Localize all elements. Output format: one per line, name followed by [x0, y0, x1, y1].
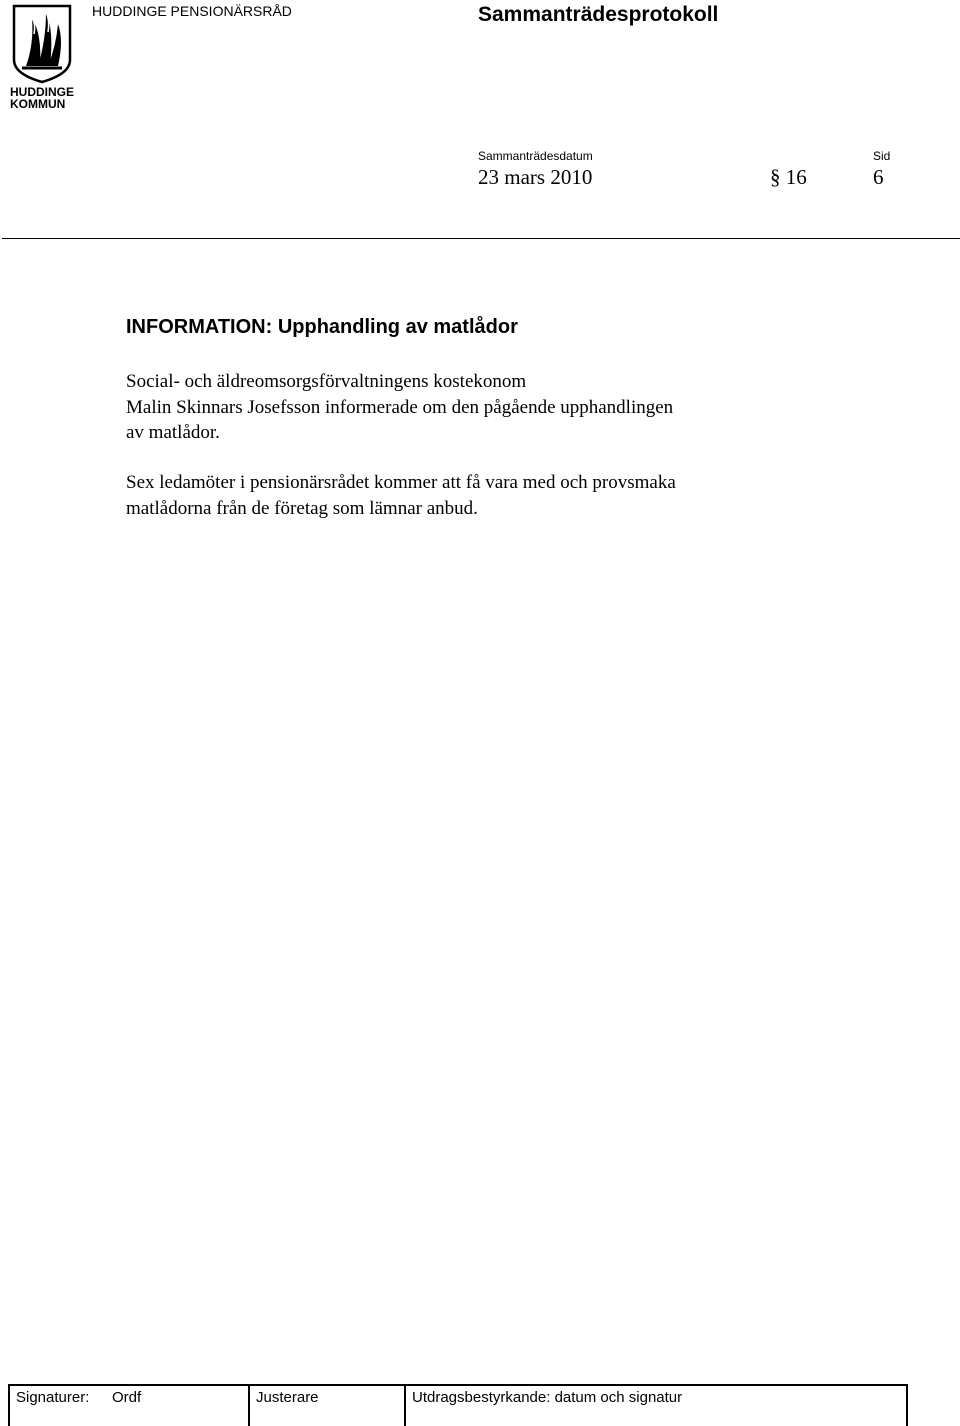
adjuster-label: Justerare: [256, 1389, 319, 1406]
body-paragraph: [126, 369, 673, 446]
document-type: Sammanträdesprotokoll: [478, 3, 719, 26]
certifier-label: Utdragsbestyrkande: datum och signatur: [412, 1389, 683, 1406]
logo-text: [10, 86, 82, 110]
coat-of-arms-icon: [12, 4, 72, 84]
paragraph-line: matlådorna från de företag som lämnar anbud.: [126, 497, 478, 519]
signature-cell-adjuster: [250, 1386, 406, 1426]
body-paragraph: [126, 470, 676, 521]
meeting-date-label: Sammanträdesdatum: [478, 149, 593, 163]
signatures-label: Signaturer:: [16, 1389, 90, 1406]
header-divider: [2, 238, 960, 239]
meeting-date: 23 mars 2010: [478, 165, 593, 189]
chair-label: Ordf: [112, 1389, 142, 1406]
huddinge-kommun-logo: [6, 4, 76, 111]
logo-text-line-1: HUDDINGE: [10, 85, 75, 99]
signature-cell-certifier: [406, 1386, 906, 1426]
signature-cell-chair: [10, 1386, 250, 1426]
page-number: 6: [873, 165, 884, 189]
paragraph-line: Social- och äldreomsorgsförvaltningens kostekonom: [126, 371, 527, 392]
logo-text-line-2: KOMMUN: [10, 97, 66, 111]
paragraph-line: Malin Skinnars Josefsson informerade om den pågående upphandlingen: [126, 396, 674, 418]
signature-table: [8, 1384, 908, 1426]
paragraph-line: Sex ledamöter i pensionärsrådet kommer att få vara med och provsmaka: [126, 472, 676, 493]
page-label: Sid: [873, 149, 891, 163]
section-heading: INFORMATION: Upphandling av matlådor: [126, 316, 518, 338]
paragraph-number: § 16: [770, 165, 807, 189]
organization-name: HUDDINGE PENSIONÄRSRÅD: [92, 3, 292, 19]
paragraph-line: av matlådor.: [126, 422, 220, 443]
